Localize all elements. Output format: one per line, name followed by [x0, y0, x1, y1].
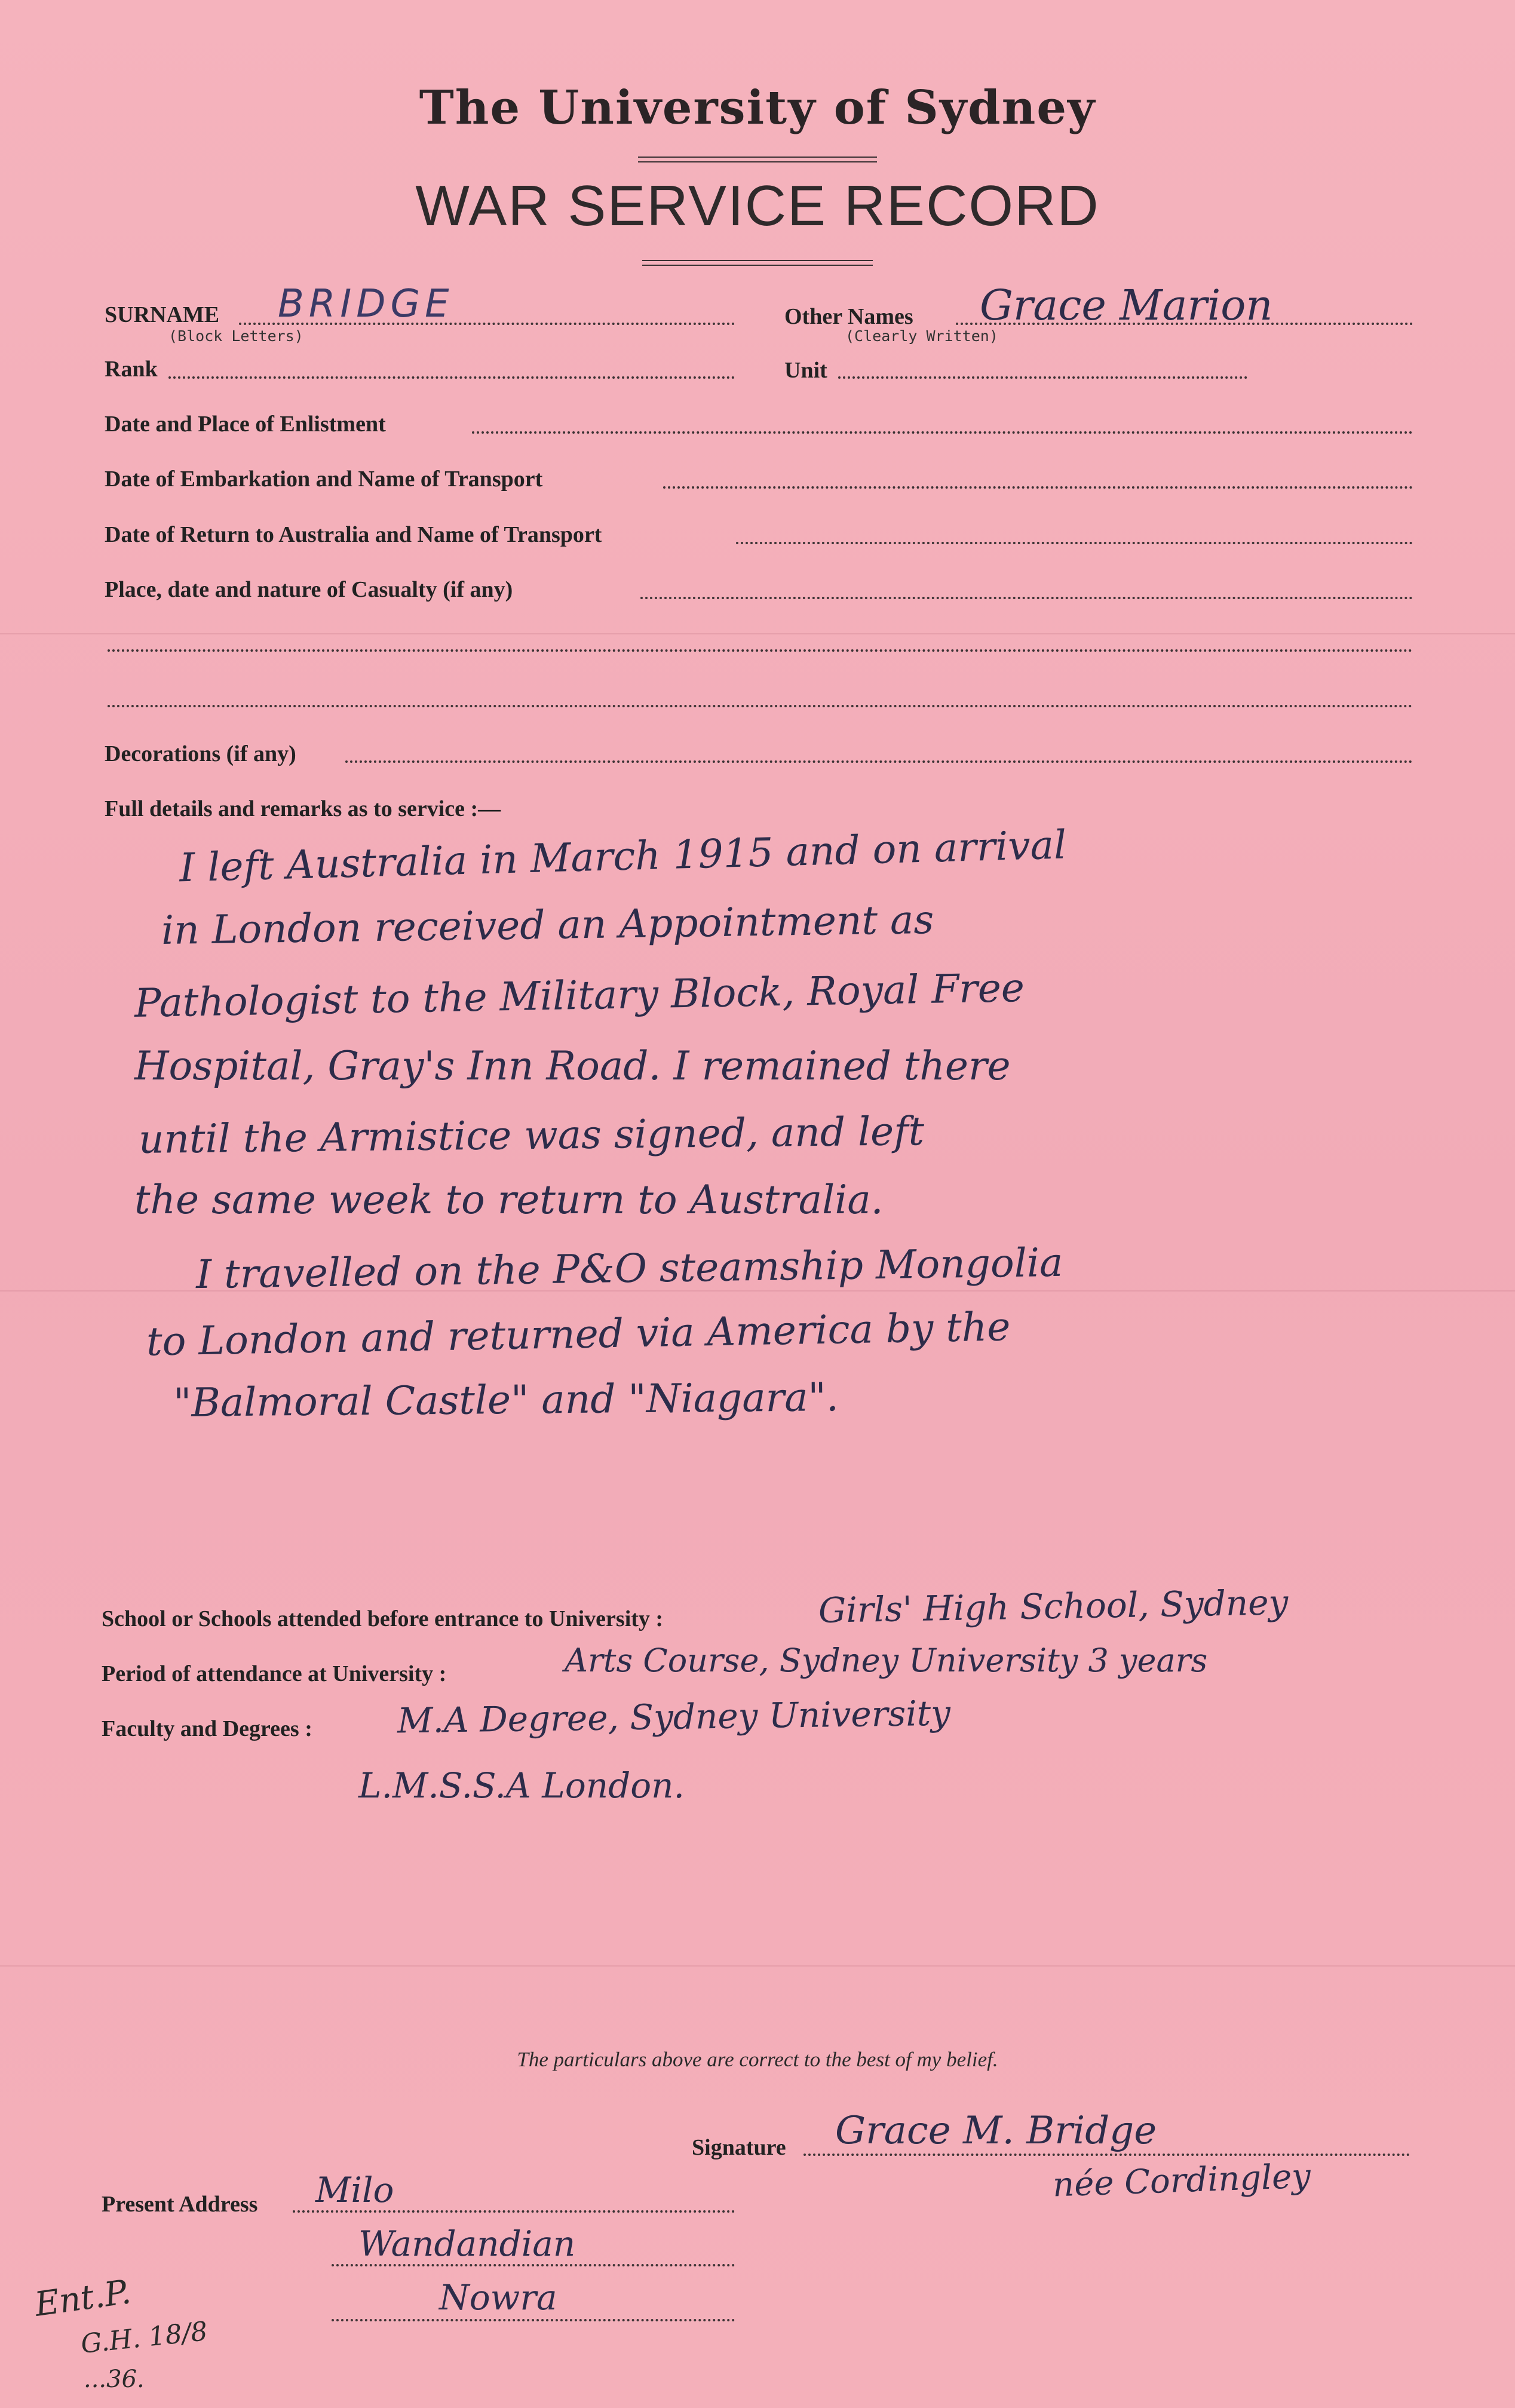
address-line-1 [293, 2210, 735, 2213]
title-rule [642, 260, 873, 261]
rank-line[interactable] [168, 376, 735, 379]
paper-fold [0, 1965, 1515, 1967]
remarks-line: until the Armistice was signed, and left [138, 1108, 925, 1162]
return-label: Date of Return to Australia and Name of Transport [105, 522, 602, 547]
remarks-line: in London received an Appointment as [161, 896, 934, 954]
other-names-label: Other Names [784, 304, 913, 329]
casualty-label: Place, date and nature of Casualty (if any) [105, 577, 513, 602]
remarks-line: Pathologist to the Military Block, Royal Free [134, 965, 1025, 1026]
schools-value[interactable]: Girls' High School, Sydney [818, 1582, 1289, 1631]
certification-text: The particulars above are correct to the best of my belief. [517, 2048, 998, 2071]
embarkation-label: Date of Embarkation and Name of Transport [105, 467, 543, 492]
remarks-line: I travelled on the P&O steamship Mongolia [195, 1239, 1063, 1298]
schools-label: School or Schools attended before entrance to University : [102, 1606, 664, 1631]
embarkation-line[interactable] [663, 486, 1413, 489]
office-initials-3: ...36. [84, 2366, 145, 2393]
signature-nee: née Cordingley [1051, 2157, 1311, 2205]
remarks-line: Hospital, Gray's Inn Road. I remained there [134, 1043, 1011, 1089]
casualty-line-3[interactable] [108, 705, 1413, 707]
other-names-sublabel: (Clearly Written) [845, 327, 998, 345]
remarks-line: the same week to return to Australia. [134, 1177, 884, 1223]
enlistment-line[interactable] [472, 431, 1413, 434]
surname-value[interactable]: BRIDGE [278, 282, 454, 326]
casualty-line-2[interactable] [108, 649, 1413, 652]
address-line-2 [332, 2264, 735, 2266]
address-value-3[interactable]: Nowra [439, 2277, 557, 2318]
period-value[interactable]: Arts Course, Sydney University 3 years [565, 1642, 1208, 1679]
address-line-3 [332, 2319, 735, 2321]
decorations-line[interactable] [345, 760, 1413, 763]
signature-line [803, 2154, 1410, 2156]
office-initials-1: Ent.P. [32, 2272, 134, 2324]
signature-value[interactable]: Grace M. Bridge [835, 2109, 1157, 2153]
title-rule [642, 265, 873, 266]
signature-label: Signature [692, 2135, 786, 2160]
remarks-line: to London and returned via America by the [146, 1303, 1011, 1365]
surname-sublabel: (Block Letters) [168, 327, 303, 345]
address-value-2[interactable]: Wandandian [358, 2223, 576, 2264]
faculty-label: Faculty and Degrees : [102, 1716, 312, 1741]
address-value-1[interactable]: Milo [315, 2170, 394, 2210]
other-names-value[interactable]: Grace Marion [980, 281, 1273, 330]
address-label: Present Address [102, 2192, 258, 2217]
enlistment-label: Date and Place of Enlistment [105, 412, 386, 437]
return-line[interactable] [736, 542, 1413, 544]
details-label: Full details and remarks as to service :— [105, 796, 501, 821]
remarks-line: I left Australia in March 1915 and on arrival [179, 821, 1067, 891]
period-label: Period of attendance at University : [102, 1661, 447, 1686]
surname-label: SURNAME [105, 302, 220, 327]
faculty-value[interactable]: M.A Degree, Sydney University [397, 1692, 951, 1741]
title-rule [638, 157, 877, 158]
form-title: WAR SERVICE RECORD [415, 174, 1100, 238]
office-initials-2: G.H. 18/8 [79, 2316, 209, 2360]
remarks-line: "Balmoral Castle" and "Niagara". [173, 1374, 839, 1426]
casualty-line[interactable] [640, 597, 1413, 599]
title-rule [638, 161, 877, 162]
institution-title: The University of Sydney [419, 81, 1096, 135]
paper-fold [0, 633, 1515, 634]
unit-line[interactable] [838, 376, 1247, 379]
faculty-value-2[interactable]: L.M.S.S.A London. [358, 1765, 685, 1806]
decorations-label: Decorations (if any) [105, 741, 296, 766]
unit-label: Unit [784, 358, 827, 383]
rank-label: Rank [105, 357, 158, 382]
